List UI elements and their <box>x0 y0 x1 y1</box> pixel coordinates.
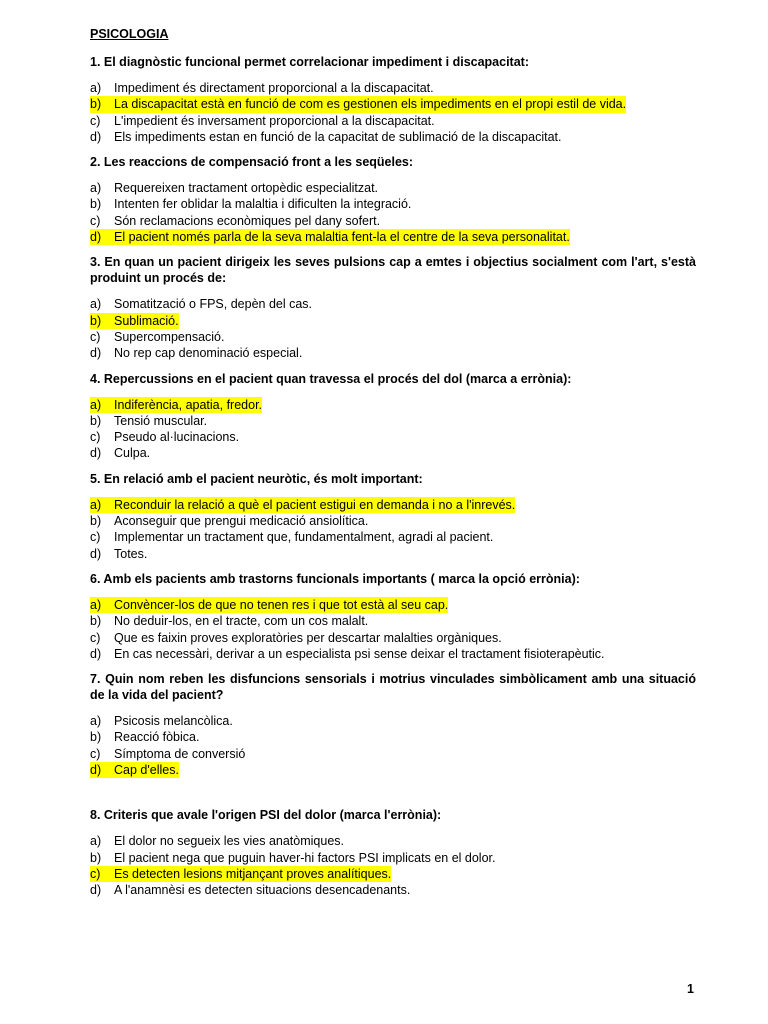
option-list <box>90 597 696 662</box>
highlighted-answer: La discapacitat està en funció de com es gestionen els impediments en el propi estil de vida. <box>114 97 627 112</box>
option-list <box>90 713 696 778</box>
option-text: Intenten fer oblidar la malaltia i dificulten la integració. <box>114 197 412 212</box>
option-text: El pacient nega que puguin haver-hi factors PSI implicats en el dolor. <box>114 850 496 865</box>
question-text: 7. Quin nom reben les disfuncions sensorials i motrius vinculades simbòlicament amb una situació de la vida del pacient? <box>90 672 696 703</box>
option-item <box>90 866 696 882</box>
option-item <box>90 613 696 629</box>
option-letter: c) <box>90 113 101 128</box>
option-letter: b) <box>90 514 102 529</box>
option-item <box>90 329 696 345</box>
option-letter: a) <box>90 181 102 196</box>
option-letter: d) <box>90 762 114 778</box>
option-text: Somatització o FPS, depèn del cas. <box>114 297 313 312</box>
highlighted-answer: Convèncer-los de que no tenen res i que tot està al seu cap. <box>114 597 449 612</box>
question-8 <box>90 807 696 898</box>
option-letter: a) <box>90 834 102 849</box>
option-item <box>90 497 696 513</box>
option-letter: a) <box>90 297 102 312</box>
option-letter: d) <box>90 129 102 144</box>
option-list <box>90 180 696 245</box>
question-text: 4. Repercussions en el pacient quan travessa el procés del dol (marca a errònia): <box>90 371 572 386</box>
question-text: 5. En relació amb el pacient neuròtic, és molt important: <box>90 471 423 486</box>
option-text: Els impediments estan en funció de la capacitat de sublimació de la discapacitat. <box>114 129 562 144</box>
highlighted-answer: El pacient només parla de la seva malaltia fent-la el centre de la seva personalitat. <box>114 230 570 245</box>
option-item <box>90 213 696 229</box>
option-text: A l'anamnèsi es detecten situacions desencadenants. <box>114 883 411 898</box>
option-item <box>90 833 696 849</box>
option-letter: b) <box>90 96 114 112</box>
option-item <box>90 546 696 562</box>
option-letter: a) <box>90 714 102 729</box>
option-item <box>90 850 696 866</box>
option-letter: c) <box>90 866 114 882</box>
option-item <box>90 529 696 545</box>
option-letter: b) <box>90 730 102 745</box>
question-text: 1. El diagnòstic funcional permet correlacionar impediment i discapacitat: <box>90 55 530 69</box>
question-list <box>90 54 696 899</box>
option-letter: a) <box>90 597 114 613</box>
option-list <box>90 497 696 562</box>
option-item <box>90 445 696 461</box>
option-text: En cas necessàri, derivar a un especialista psi sense deixar el tractament fisioterapèutic. <box>114 646 605 661</box>
option-text: Pseudo al·lucinacions. <box>114 430 240 445</box>
option-letter: b) <box>90 614 102 629</box>
option-letter: b) <box>90 197 102 212</box>
option-text: Psicosis melancòlica. <box>114 714 233 729</box>
question-5 <box>90 471 696 562</box>
highlighted-answer: Indiferència, apatia, fredor. <box>114 397 263 412</box>
question-text: 3. En quan un pacient dirigeix les seves pulsions cap a emtes i objectius socialment com l'art, s'està produint un procés de: <box>90 255 696 286</box>
question-2 <box>90 154 696 245</box>
option-item <box>90 729 696 745</box>
option-item <box>90 597 696 613</box>
option-item <box>90 113 696 129</box>
option-text: Impediment és directament proporcional a la discapacitat. <box>114 81 434 95</box>
option-list <box>90 80 696 145</box>
option-text: No deduir-los, en el tracte, com un cos malalt. <box>114 614 369 629</box>
option-item <box>90 630 696 646</box>
question-text: 8. Criteris que avale l'origen PSI del dolor (marca l'errònia): <box>90 808 442 823</box>
question-6 <box>90 571 696 662</box>
option-list <box>90 296 696 361</box>
option-item <box>90 313 696 329</box>
option-letter: c) <box>90 746 101 761</box>
option-list <box>90 833 696 898</box>
page-number: 1 <box>687 982 694 996</box>
question-text: 2. Les reaccions de compensació front a les seqüeles: <box>90 155 414 170</box>
option-item <box>90 345 696 361</box>
option-letter: c) <box>90 213 101 228</box>
option-letter: b) <box>90 313 114 329</box>
option-text: Que es faixin proves exploratòries per descartar malalties orgàniques. <box>114 630 502 645</box>
question-3 <box>90 254 696 361</box>
highlighted-answer: Sublimació. <box>114 313 179 328</box>
option-item <box>90 296 696 312</box>
option-letter: c) <box>90 530 101 545</box>
highlighted-answer: Cap d'elles. <box>114 763 179 778</box>
option-letter: c) <box>90 630 101 645</box>
option-text: Supercompensació. <box>114 329 225 344</box>
option-item <box>90 762 696 778</box>
question-1 <box>90 54 696 145</box>
option-item <box>90 882 696 898</box>
option-item <box>90 80 696 96</box>
option-letter: d) <box>90 546 102 561</box>
option-letter: d) <box>90 883 102 898</box>
option-item <box>90 429 696 445</box>
option-text: Requereixen tractament ortopèdic especialitzat. <box>114 181 379 196</box>
option-text: Símptoma de conversió <box>114 746 246 761</box>
option-item <box>90 180 696 196</box>
option-letter: d) <box>90 346 102 361</box>
option-item <box>90 746 696 762</box>
option-letter: a) <box>90 497 114 513</box>
highlighted-answer: Es detecten lesions mitjançant proves analítiques. <box>114 866 392 881</box>
option-letter: b) <box>90 850 102 865</box>
option-item <box>90 513 696 529</box>
highlighted-answer: Reconduir la relació a què el pacient estigui en demanda i no a l'inrevés. <box>114 497 516 512</box>
option-item <box>90 413 696 429</box>
option-text: L'impedient és inversament proporcional a la discapacitat. <box>114 113 435 128</box>
option-text: Aconseguir que prengui medicació ansiolítica. <box>114 514 369 529</box>
option-item <box>90 96 696 112</box>
option-letter: a) <box>90 397 114 413</box>
option-item <box>90 196 696 212</box>
option-letter: c) <box>90 430 101 445</box>
option-letter: d) <box>90 446 102 461</box>
option-text: El dolor no segueix les vies anatòmiques. <box>114 834 344 849</box>
option-letter: b) <box>90 413 102 428</box>
option-list <box>90 397 696 462</box>
option-text: Culpa. <box>114 446 151 461</box>
option-text: Tensió muscular. <box>114 413 208 428</box>
document-title: PSICOLOGIA <box>90 27 169 41</box>
question-text: 6. Amb els pacients amb trastorns funcionals importants ( marca la opció errònia): <box>90 571 580 586</box>
option-letter: c) <box>90 329 101 344</box>
option-text: Totes. <box>114 546 148 561</box>
option-letter: d) <box>90 229 114 245</box>
option-item <box>90 713 696 729</box>
question-7 <box>90 671 696 778</box>
option-letter: a) <box>90 81 102 95</box>
option-letter: d) <box>90 646 102 661</box>
option-item <box>90 229 696 245</box>
option-text: No rep cap denominació especial. <box>114 346 303 361</box>
option-item <box>90 129 696 145</box>
question-4 <box>90 371 696 462</box>
option-item <box>90 646 696 662</box>
option-item <box>90 397 696 413</box>
option-text: Són reclamacions econòmiques pel dany sofert. <box>114 213 381 228</box>
option-text: Reacció fòbica. <box>114 730 200 745</box>
document-page <box>90 26 696 908</box>
option-text: Implementar un tractament que, fundamentalment, agradi al pacient. <box>114 530 494 545</box>
